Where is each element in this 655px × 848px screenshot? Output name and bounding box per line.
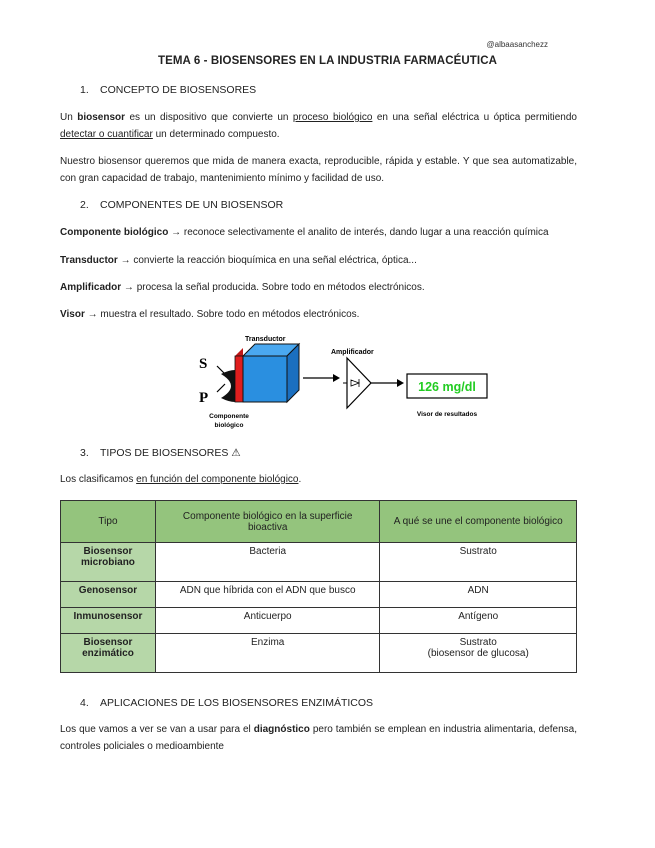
section-number: 1. <box>80 84 89 96</box>
text: un determinado compuesto. <box>152 129 280 140</box>
paragraph-definition <box>60 109 577 143</box>
section-title: CONCEPTO DE BIOSENSORES <box>100 84 257 96</box>
component-item <box>60 282 600 293</box>
underlined-text: en función del componente biológico <box>136 474 299 485</box>
text: . <box>298 474 302 485</box>
author-handle: @albaasanchezz <box>486 40 548 49</box>
transducer-front <box>243 356 287 402</box>
text: en una señal eléctrica u óptica permitiendo <box>372 112 577 123</box>
section-number: 2. <box>80 199 89 211</box>
table-row <box>61 582 577 608</box>
component-cell: Enzima <box>155 634 379 673</box>
underlined-text: detectar o cuantificar <box>60 129 153 140</box>
component-term: Amplificador <box>60 282 122 293</box>
transducer-label: Transductor <box>245 336 286 343</box>
arrow: → <box>84 309 101 320</box>
component-cell: Bacteria <box>155 543 379 582</box>
red-membrane <box>235 356 243 402</box>
binds-cell: Sustrato <box>380 543 577 582</box>
table-row <box>61 608 577 634</box>
component-desc: convierte la reacción bioquímica en una señal eléctrica, óptica... <box>133 255 417 266</box>
componente-label: Componente <box>209 413 249 420</box>
arrow: → <box>168 227 184 238</box>
component-cell: Anticuerpo <box>155 608 379 634</box>
table-header: Componente biológico en la superficie bioactiva <box>155 501 379 543</box>
section-number: 4. <box>80 697 89 709</box>
substrate-label: S <box>199 356 208 372</box>
component-desc: procesa la señal producida. Sobre todo en métodos electrónicos. <box>136 282 425 293</box>
table-header-row <box>61 501 577 543</box>
arrow: → <box>121 282 137 293</box>
table-header: Tipo <box>61 501 156 543</box>
text: Los clasificamos <box>60 474 137 485</box>
binds-cell: ADN <box>380 582 577 608</box>
section-1-heading <box>80 84 256 96</box>
biosensor-diagram <box>195 330 495 430</box>
type-cell: Genosensor <box>61 582 156 608</box>
binds-cell-note: (biosensor de glucosa) <box>427 648 529 659</box>
componente-label-2: biológico <box>214 422 244 429</box>
section-2-heading <box>80 199 283 211</box>
table-header: A qué se une el componente biológico <box>380 501 577 543</box>
amplifier-label: Amplificador <box>331 349 374 356</box>
binds-cell: Antígeno <box>380 608 577 634</box>
section-title: TIPOS DE BIOSENSORES ⚠ <box>100 447 241 459</box>
paragraph-requirements: Nuestro biosensor queremos que mida de manera exacta, reproducible, rápida y estable. Y que sea automatizable, con gran capacidad de trabajo, mantenimiento mínimo y facilidad de uso. <box>60 156 577 184</box>
type-cell: Biosensor microbiano <box>61 543 156 582</box>
type-cell: Inmunosensor <box>61 608 156 634</box>
component-item <box>60 255 600 266</box>
section-4-heading <box>80 697 373 709</box>
arrowhead <box>397 379 404 387</box>
component-item <box>60 227 600 238</box>
section-3-heading <box>80 447 241 459</box>
component-desc: muestra el resultado. Sobre todo en métodos electrónicos. <box>100 309 360 320</box>
component-term: Componente biológico <box>60 227 169 238</box>
paragraph-applications <box>60 721 577 755</box>
section-title: APLICACIONES DE LOS BIOSENSORES ENZIMÁTICOS <box>100 697 374 709</box>
text: es un dispositivo que convierte un <box>125 112 293 123</box>
bold-term: diagnóstico <box>253 724 310 735</box>
component-term: Visor <box>60 309 85 320</box>
text: Los que vamos a ver se van a usar para el <box>60 724 254 735</box>
component-item <box>60 309 600 320</box>
classification-intro <box>60 474 600 485</box>
product-label: P <box>199 390 209 406</box>
arrowhead <box>333 374 340 382</box>
component-desc: reconoce selectivamente el analito de interés, dando lugar a una reacción química <box>183 227 549 238</box>
table-row <box>61 634 577 673</box>
text: pero también se emplean en industria alimentaria, defensa, controles policiales o medioambiente <box>60 724 577 752</box>
component-term: Transductor <box>60 255 118 266</box>
arrow: → <box>117 255 134 266</box>
section-number: 3. <box>80 447 89 459</box>
biosensor-types-table <box>60 500 577 673</box>
underlined-text: proceso biológico <box>292 112 373 123</box>
bold-term: biosensor <box>77 112 126 123</box>
display-value: 126 mg/dl <box>418 380 476 394</box>
text: Un <box>60 112 78 123</box>
product-arrow <box>217 384 225 392</box>
section-title: COMPONENTES DE UN BIOSENSOR <box>100 199 284 211</box>
page-title: TEMA 6 - BIOSENSORES EN LA INDUSTRIA FARMACÉUTICA <box>157 55 498 67</box>
binds-cell-line: Sustrato <box>459 637 497 648</box>
binds-cell <box>380 634 577 673</box>
type-cell: Biosensor enzimático <box>61 634 156 673</box>
component-cell: ADN que híbrida con el ADN que busco <box>155 582 379 608</box>
visor-label: Visor de resultados <box>416 411 478 418</box>
table-row <box>61 543 577 582</box>
